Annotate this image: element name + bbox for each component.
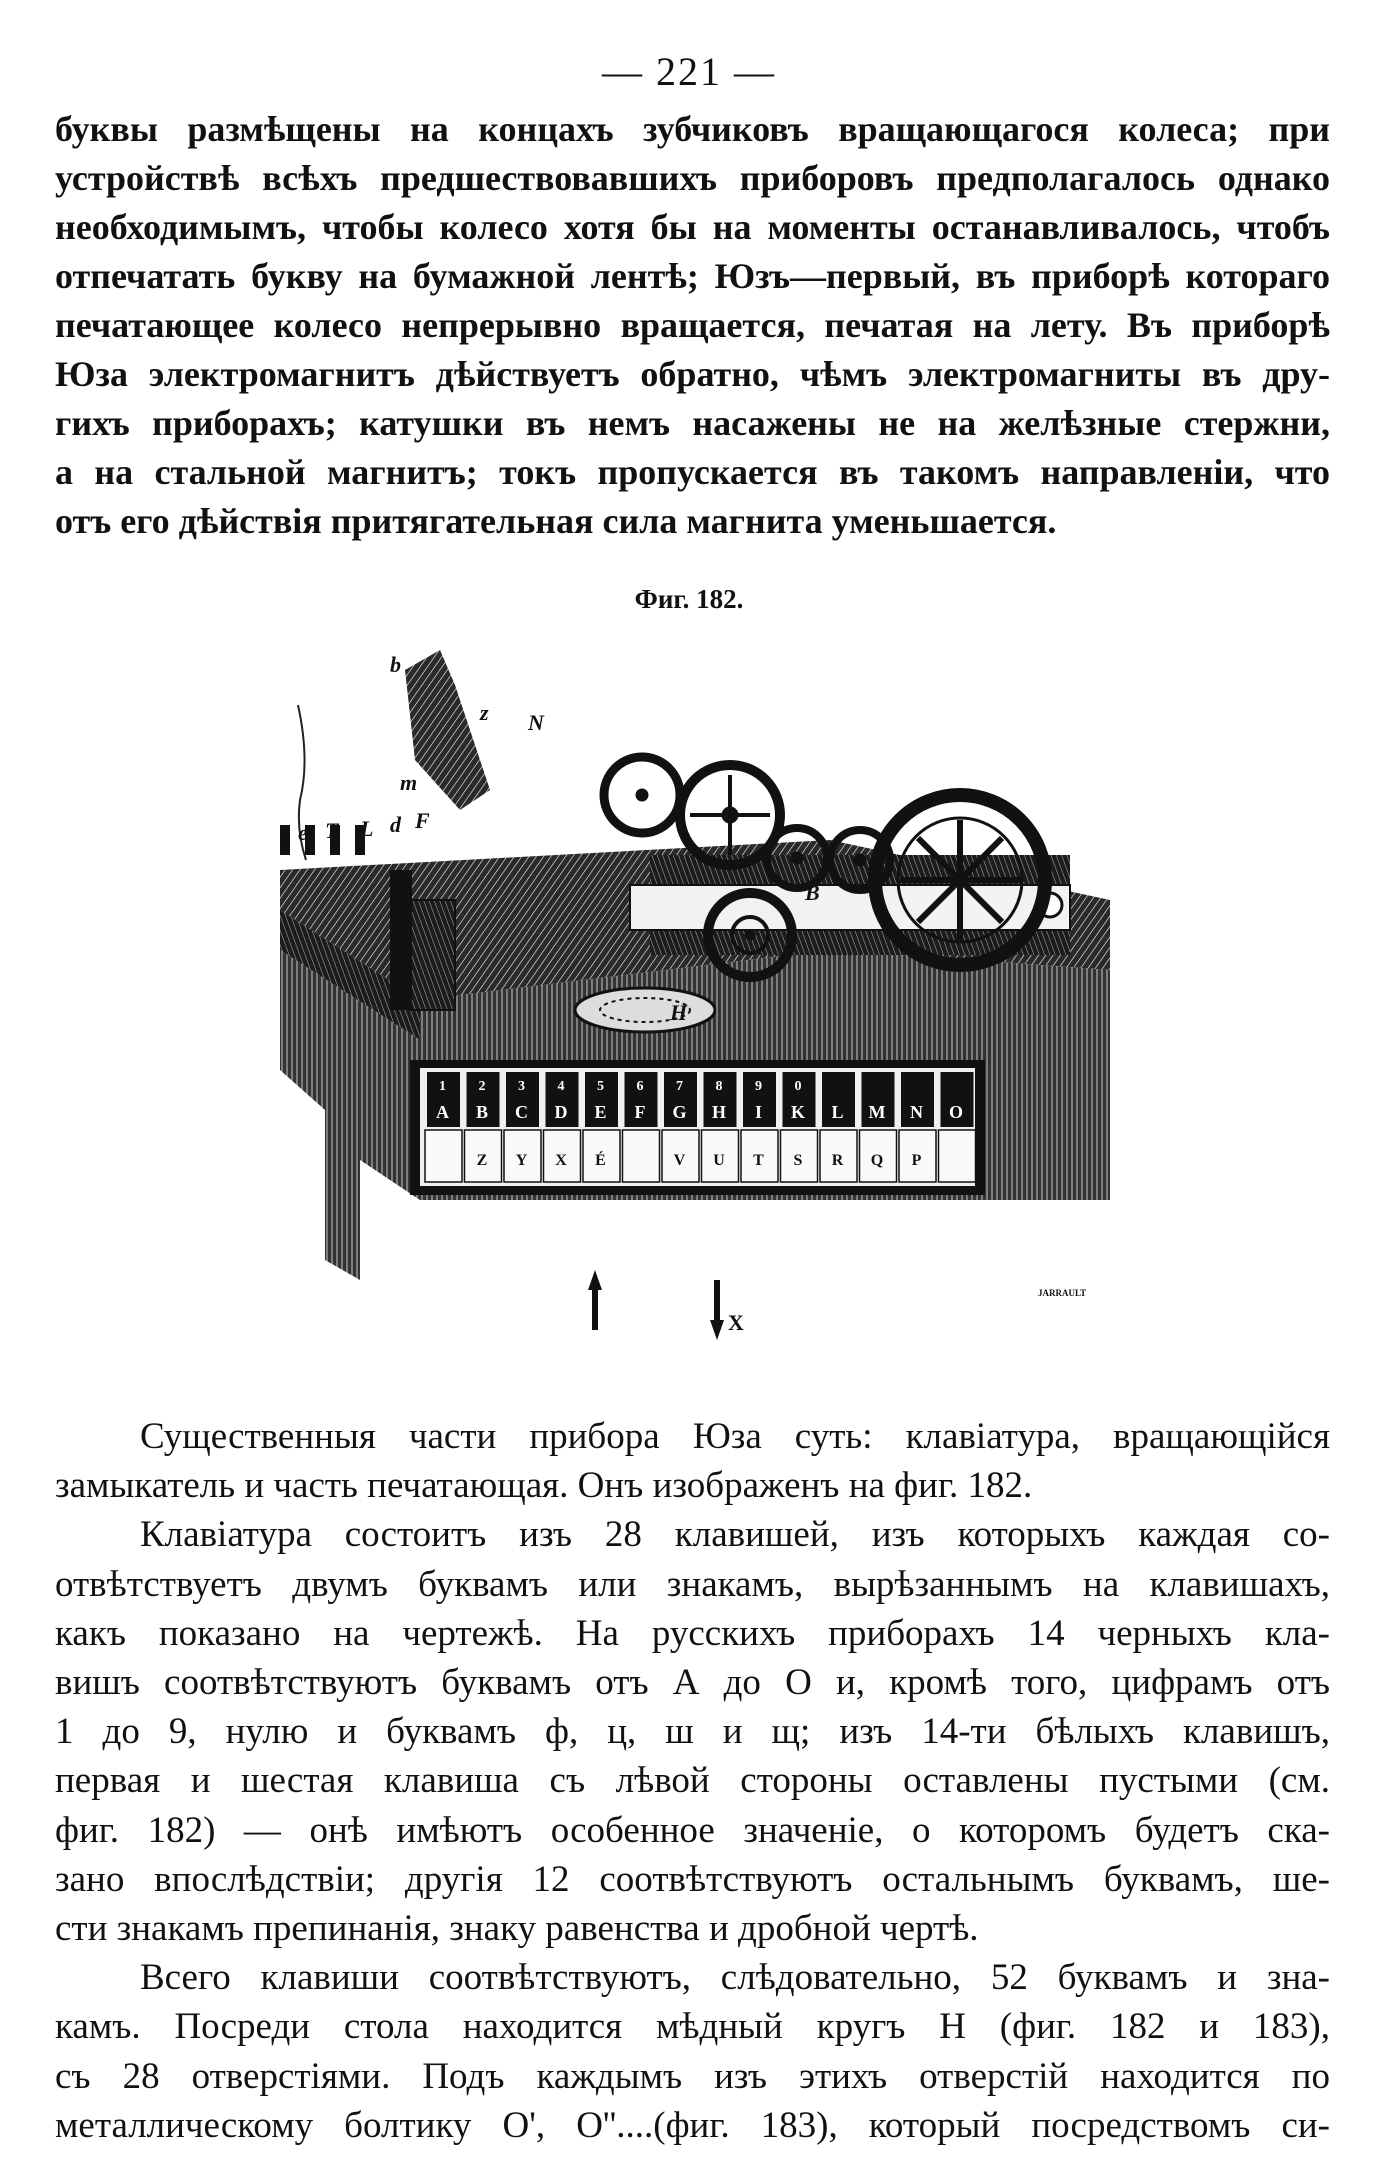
- key-label: Q: [870, 1152, 884, 1169]
- key-label: K: [790, 1102, 806, 1122]
- key-label: N: [910, 1102, 923, 1122]
- text-line: Клавіатура состоитъ изъ 28 клавишей, изъ которыхъ каждая со-: [140, 1514, 1330, 1556]
- text-line: устройствѣ всѣхъ предшествовавшихъ приборовъ предполагалось однако: [55, 158, 1330, 198]
- key-label: Z: [476, 1152, 488, 1169]
- key-label: V: [673, 1152, 686, 1169]
- key-label: 3: [518, 1079, 525, 1094]
- electromagnet: [410, 900, 455, 1010]
- key-label: 7: [676, 1079, 683, 1094]
- label-l: L: [360, 816, 374, 841]
- key-label: 6: [636, 1079, 644, 1094]
- text-line: вишъ соотвѣтствуютъ буквамъ отъ А до О и, кромѣ того, цифрамъ отъ: [55, 1662, 1330, 1704]
- hughes-telegraph-illustration: [270, 640, 1130, 1380]
- text-line: первая и шестая клавиша съ лѣвой стороны оставлены пустыми (см.: [55, 1760, 1330, 1802]
- text-line: какъ показано на чертежѣ. На русскихъ приборахъ 14 черныхъ кла-: [55, 1612, 1330, 1654]
- white-key: [623, 1130, 660, 1182]
- key-label: H: [711, 1102, 727, 1122]
- key-label: L: [831, 1102, 844, 1122]
- text-line: съ 28 отверстіями. Подъ каждымъ изъ этихъ отверстій находится по: [55, 2055, 1330, 2097]
- text-line: камъ. Посреди стола находится мѣдный кругъ H (фиг. 182 и 183),: [55, 2006, 1330, 2048]
- text-line: 1 до 9, нулю и буквамъ ф, ц, ш и щ; изъ 14-ти бѣлыхъ клавишъ,: [55, 1711, 1330, 1753]
- text-line: отъ его дѣйствія притягательная сила магнита уменьшается.: [55, 501, 1057, 541]
- key-label: A: [436, 1102, 449, 1122]
- key-label: R: [831, 1152, 844, 1169]
- label-m: m: [400, 770, 418, 795]
- key-label: C: [515, 1102, 528, 1122]
- text-line: замыкатель и часть печатающая. Онъ изображенъ на фиг. 182.: [55, 1465, 1033, 1507]
- label-x: X: [728, 1310, 744, 1335]
- key-label: I: [754, 1102, 763, 1122]
- key-label: U: [713, 1152, 725, 1169]
- text-line: отпечатать букву на бумажной лентѣ; Юзъ—первый, въ приборѣ котораго: [55, 256, 1330, 296]
- key-label: Y: [515, 1152, 528, 1169]
- text-line: буквы размѣщены на концахъ зубчиковъ вращающагося колеса; при: [55, 109, 1330, 149]
- text-line: Всего клавиши соотвѣтствуютъ, слѣдовательно, 52 буквамъ и зна-: [140, 1957, 1330, 1999]
- text-line: Юза электромагнитъ дѣйствуетъ обратно, чѣмъ электромагниты въ дру-: [55, 354, 1330, 394]
- key-label: 4: [557, 1079, 565, 1094]
- key-label: E: [594, 1102, 607, 1122]
- engraving: [270, 640, 1130, 1380]
- paragraph: [55, 1412, 1330, 1510]
- figure-caption: Фиг. 182.: [634, 584, 744, 614]
- paragraph: [55, 1953, 1330, 2150]
- brass-disk: [575, 988, 715, 1032]
- label-b: b: [390, 652, 401, 677]
- key-label: 0: [794, 1079, 802, 1094]
- key-label: D: [554, 1102, 568, 1122]
- text-line: необходимымъ, чтобы колесо хотя бы на моменты останавливалось, чтобъ: [55, 207, 1330, 247]
- key-label: X: [555, 1152, 567, 1169]
- text-line: зано впослѣдствіи; другія 12 соотвѣтствуютъ остальнымъ буквамъ, ше-: [55, 1858, 1330, 1900]
- label-t: T: [325, 818, 339, 843]
- text-line: металлическому болтику O', O''....(фиг. 183), который посредствомъ си-: [55, 2104, 1330, 2146]
- label-z: z: [480, 700, 489, 725]
- key-label: O: [948, 1102, 964, 1122]
- paragraph: [55, 1510, 1330, 1953]
- white-key: [939, 1130, 976, 1182]
- key-label: B: [475, 1102, 489, 1122]
- key-label: 8: [715, 1079, 723, 1094]
- key-label: G: [672, 1102, 687, 1122]
- key-label: 5: [597, 1079, 604, 1094]
- white-key: [425, 1130, 462, 1182]
- text-line: отвѣтствуетъ двумъ буквамъ или знакамъ, вырѣзаннымъ на клавишахъ,: [55, 1563, 1330, 1605]
- text-line: а на стальной магнитъ; токъ пропускается въ такомъ направленіи, что: [55, 452, 1330, 492]
- label-big-b: B: [805, 880, 820, 905]
- key-label: T: [753, 1152, 764, 1169]
- text-line: сти знакамъ препинанія, знаку равенства и дробной чертѣ.: [55, 1908, 979, 1950]
- text-line: Существенныя части прибора Юза суть: клавіатура, вращающійся: [140, 1416, 1330, 1457]
- paper-arm: [405, 650, 490, 810]
- label-d: d: [390, 812, 401, 837]
- key-label: 9: [755, 1079, 762, 1094]
- text-line: гихъ приборахъ; катушки въ немъ насажены не на желѣзные стержни,: [55, 403, 1330, 443]
- key-label: 2: [478, 1079, 486, 1094]
- label-f: F: [415, 808, 430, 833]
- page-number: — 221 —: [602, 49, 776, 94]
- label-e: e: [298, 820, 308, 845]
- upper-text-block: [55, 105, 1330, 546]
- key-label: É: [595, 1152, 606, 1169]
- label-h: H: [670, 1000, 688, 1025]
- engraver-signature: JARRAULT: [1038, 1288, 1087, 1298]
- label-n: N: [528, 710, 544, 735]
- key-label: S: [793, 1152, 803, 1169]
- key-label: 1: [439, 1079, 446, 1094]
- key-label: M: [868, 1102, 886, 1122]
- key-label: F: [634, 1102, 646, 1122]
- lower-text-block: [55, 1412, 1330, 2150]
- text-line: печатающее колесо непрерывно вращается, печатая на лету. Въ приборѣ: [55, 305, 1330, 345]
- key-label: P: [911, 1152, 922, 1169]
- text-line: фиг. 182) — онѣ имѣютъ особенное значеніе, о которомъ будетъ ска-: [55, 1809, 1330, 1851]
